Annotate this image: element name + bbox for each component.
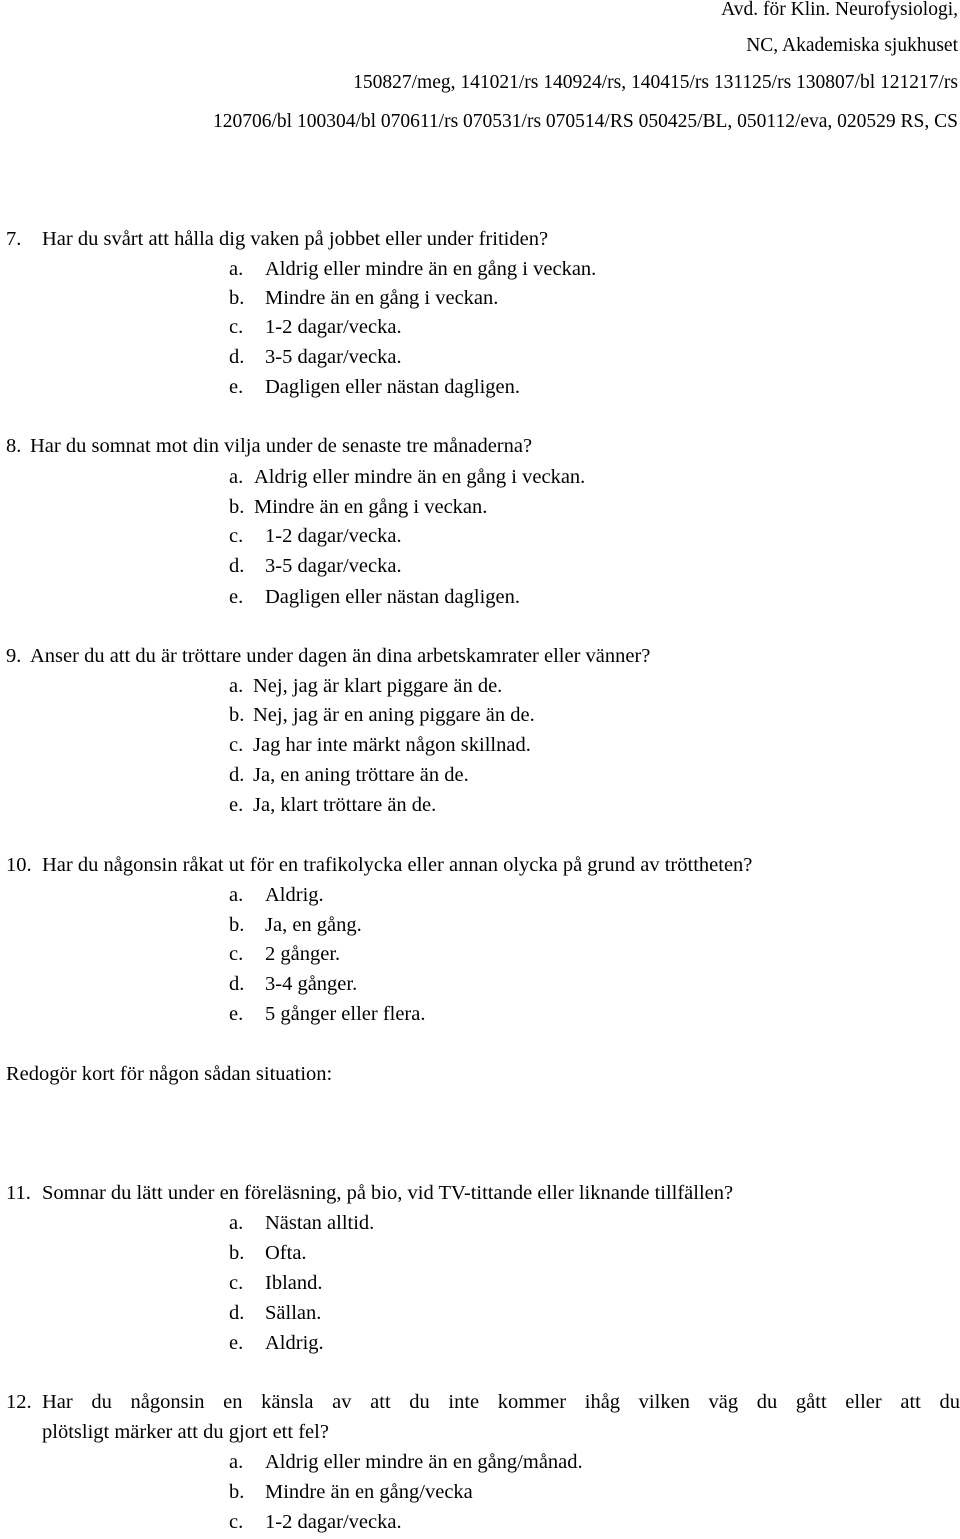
option-letter: a. (229, 1451, 244, 1473)
option-text: Ofta. (265, 1242, 307, 1264)
option-letter: a. (229, 884, 244, 906)
question-text-line-1: Har du någonsin en känsla av att du inte kommer ihåg vilken väg du gått eller att du (42, 1391, 960, 1413)
option-text: 1-2 dagar/vecka. (265, 525, 402, 547)
option-text: Aldrig eller mindre än en gång i veckan. (254, 466, 586, 488)
header-revision-codes-2: 120706/bl 100304/bl 070611/rs 070531/rs 070514/RS 050425/BL, 050112/eva, 020529 RS, CS (212, 111, 958, 132)
option-text: 3-5 dagar/vecka. (265, 555, 402, 577)
question-number: 9. (6, 645, 22, 667)
option-letter: b. (229, 1481, 245, 1503)
option-text: 2 gånger. (265, 943, 341, 965)
option-letter: e. (229, 586, 244, 608)
option-text: Nej, jag är en aning piggare än de. (253, 704, 535, 726)
option-text: Aldrig eller mindre än en gång/månad. (265, 1451, 583, 1473)
option-text: Nästan alltid. (265, 1212, 375, 1234)
option-text: Ibland. (265, 1272, 323, 1294)
question-text: Har du någonsin råkat ut för en trafikolycka eller annan olycka på grund av tröttheten? (42, 854, 753, 876)
followup-prompt: Redogör kort för någon sådan situation: (6, 1063, 333, 1085)
option-letter: b. (229, 496, 245, 518)
option-text: Mindre än en gång i veckan. (265, 287, 499, 309)
option-letter: b. (229, 287, 245, 309)
option-text: 1-2 dagar/vecka. (265, 316, 402, 338)
question-number: 11. (6, 1182, 31, 1204)
option-letter: c. (229, 1511, 244, 1533)
option-letter: e. (229, 1003, 244, 1025)
option-text: Sällan. (265, 1302, 322, 1324)
question-text (42, 1392, 960, 1413)
header-department: Avd. för Klin. Neurofysiologi, (721, 0, 958, 20)
option-text: Aldrig eller mindre än en gång i veckan. (265, 258, 597, 280)
option-letter: d. (229, 764, 245, 786)
option-letter: a. (229, 1212, 244, 1234)
question-number: 10. (6, 854, 32, 876)
option-letter: d. (229, 555, 245, 577)
option-text: Ja, en aning tröttare än de. (253, 764, 469, 786)
option-letter: c. (229, 1272, 244, 1294)
option-letter: d. (229, 973, 245, 995)
question-text: Har du somnat mot din vilja under de senaste tre månaderna? (30, 435, 533, 457)
option-letter: a. (229, 675, 244, 697)
question-text: Anser du att du är tröttare under dagen än dina arbetskamrater eller vänner? (30, 645, 651, 667)
option-letter: c. (229, 734, 244, 756)
question-text-line-2: plötsligt märker att du gjort ett fel? (42, 1421, 329, 1443)
option-text: 3-5 dagar/vecka. (265, 346, 402, 368)
option-letter: b. (229, 704, 245, 726)
option-text: 1-2 dagar/vecka. (265, 1511, 402, 1533)
question-number: 12. (6, 1391, 32, 1413)
option-letter: e. (229, 376, 244, 398)
option-text: 5 gånger eller flera. (265, 1003, 426, 1025)
header-revision-codes-1: 150827/meg, 141021/rs 140924/rs, 140415/rs 131125/rs 130807/bl 121217/rs (353, 72, 958, 93)
question-number: 7. (6, 228, 22, 250)
question-number: 8. (6, 435, 22, 457)
option-text: Mindre än en gång i veckan. (254, 496, 488, 518)
option-text: Mindre än en gång/vecka (265, 1481, 473, 1503)
option-letter: c. (229, 525, 244, 547)
option-letter: c. (229, 316, 244, 338)
option-text: 3-4 gånger. (265, 973, 358, 995)
header-hospital: NC, Akademiska sjukhuset (746, 35, 958, 56)
option-text: Dagligen eller nästan dagligen. (265, 586, 521, 608)
option-text: Ja, klart tröttare än de. (253, 794, 437, 816)
option-letter: d. (229, 1302, 245, 1324)
option-letter: e. (229, 1332, 244, 1354)
option-text: Ja, en gång. (265, 914, 362, 936)
option-letter: d. (229, 346, 245, 368)
option-text: Aldrig. (265, 1332, 324, 1354)
option-text: Jag har inte märkt någon skillnad. (253, 734, 531, 756)
question-text: Somnar du lätt under en föreläsning, på bio, vid TV-tittande eller liknande tillfällen? (42, 1182, 734, 1204)
option-letter: b. (229, 1242, 245, 1264)
option-letter: c. (229, 943, 244, 965)
option-letter: b. (229, 914, 245, 936)
option-text: Aldrig. (265, 884, 324, 906)
question-text: Har du svårt att hålla dig vaken på jobbet eller under fritiden? (42, 228, 549, 250)
option-text: Nej, jag är klart piggare än de. (253, 675, 503, 697)
option-letter: a. (229, 258, 244, 280)
option-letter: a. (229, 466, 244, 488)
option-text: Dagligen eller nästan dagligen. (265, 376, 521, 398)
option-letter: e. (229, 794, 244, 816)
